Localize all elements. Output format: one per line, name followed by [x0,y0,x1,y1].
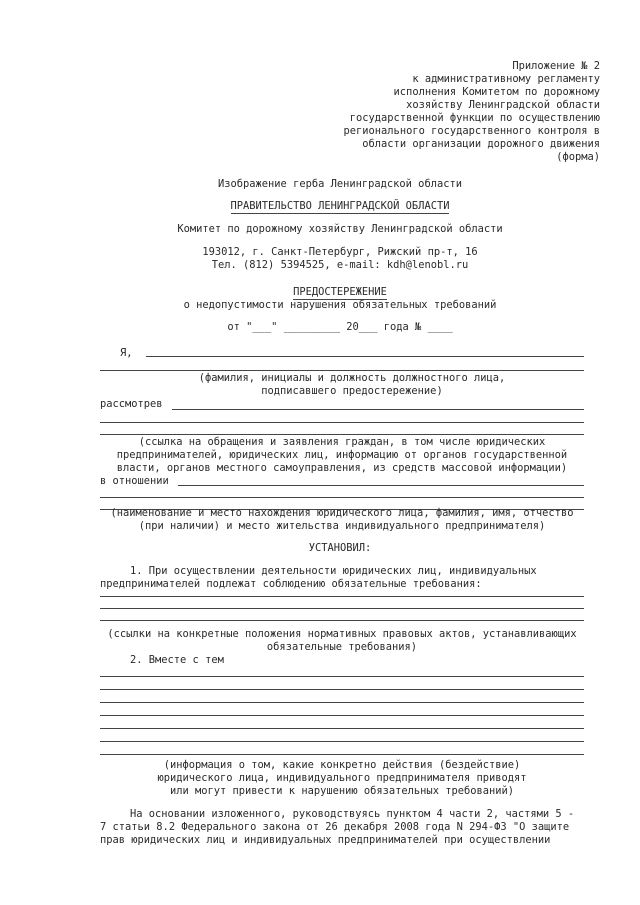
reviewed-caption-1: (ссылка на обращения и заявления граждан, в том числе юридических [138,436,546,448]
emblem-placeholder: Изображение герба Ленинградской области [218,178,462,190]
document-subtitle: о недопустимости нарушения обязательных требований [183,299,497,311]
date-number-line: от "___" _________ 20___ года № ____ [227,321,453,333]
appendix-line-3: исполнения Комитетом по дорожному [393,86,600,98]
regarding-label: в отношении [100,475,169,487]
established-heading: УСТАНОВИЛ: [308,542,372,554]
item2-field-line-4[interactable] [100,715,584,716]
item2-field-line-5[interactable] [100,728,584,729]
item1-caption-1: (ссылки на конкретные положения нормативных правовых актов, устанавливающих [107,628,577,640]
item1-field-line-3[interactable] [100,620,584,621]
i-field-line[interactable] [146,356,584,357]
item2-caption-3: или могут привести к нарушению обязательных требований) [169,785,515,797]
item2-field-line-6[interactable] [100,741,584,742]
appendix-line-7: области организации дорожного движения [362,138,600,150]
item2-field-line-7[interactable] [100,754,584,755]
basis-line-1: На основании изложенного, руководствуясь пунктом 4 части 2, частями 5 - [130,808,575,820]
basis-line-2: 7 статьи 8.2 Федерального закона от 26 декабря 2008 года N 294-ФЗ "О защите [100,821,570,833]
appendix-line-1: Приложение № 2 [512,60,600,72]
regarding-field-line[interactable] [178,485,584,486]
item2-caption-1: (информация о том, какие конкретно действия (бездействие) [163,759,521,771]
item1-field-line-1[interactable] [100,596,584,597]
item1-line-1: 1. При осуществлении деятельности юридических лиц, индивидуальных [130,565,537,577]
reviewed-caption-3: власти, органов местного самоуправления, из средств массовой информации) [116,462,568,474]
appendix-line-8: (форма) [556,151,600,163]
item2-field-line-3[interactable] [100,702,584,703]
item2-label: 2. Вместе с тем [130,654,224,666]
committee-name: Комитет по дорожному хозяйству Ленинградской области [177,223,503,235]
regarding-field-line-2[interactable] [100,497,584,498]
contacts: Тел. (812) 5394525, e-mail: kdh@lenobl.ru [211,259,469,271]
i-caption-1: (фамилия, инициалы и должность должностного лица, [198,372,506,384]
reviewed-label: рассмотрев [100,398,163,410]
regarding-caption-1: (наименование и место нахождения юридического лица, фамилия, имя, отчество [110,507,574,519]
address: 193012, г. Санкт-Петербург, Рижский пр-т, 16 [202,246,478,258]
item1-field-line-2[interactable] [100,608,584,609]
i-caption-2: подписавшего предостережение) [261,385,443,397]
appendix-line-2: к административному регламенту [412,73,600,85]
item1-caption-2: обязательные требования) [266,641,418,653]
appendix-line-5: государственной функции по осуществлению [349,112,600,124]
document-title: ПРЕДОСТЕРЕЖЕНИЕ [293,286,387,298]
i-label: Я, [120,347,133,359]
item2-caption-2: юридического лица, индивидуального предпринимателя приводят [157,772,527,784]
regarding-caption-2: (при наличии) и место жительства индивидуального предпринимателя) [138,520,546,532]
item2-field-line-1[interactable] [100,676,584,677]
item1-line-2: предпринимателей подлежат соблюдению обязательные требования: [100,578,482,590]
reviewed-caption-2: предпринимателей, юридических лиц, информацию от органов государственной [116,449,568,461]
reviewed-field-line-2[interactable] [100,422,584,423]
appendix-line-4: хозяйству Ленинградской области [406,99,600,111]
item2-field-line-2[interactable] [100,689,584,690]
appendix-line-6: регионального государственного контроля в [343,125,600,137]
reviewed-field-line-3[interactable] [100,434,584,435]
i-field-line-2[interactable] [100,370,584,371]
basis-line-3: прав юридических лиц и индивидуальных предпринимателей при осуществлении [100,834,551,846]
reviewed-field-line[interactable] [172,409,584,410]
government-name: ПРАВИТЕЛЬСТВО ЛЕНИНГРАДСКОЙ ОБЛАСТИ [230,200,450,212]
